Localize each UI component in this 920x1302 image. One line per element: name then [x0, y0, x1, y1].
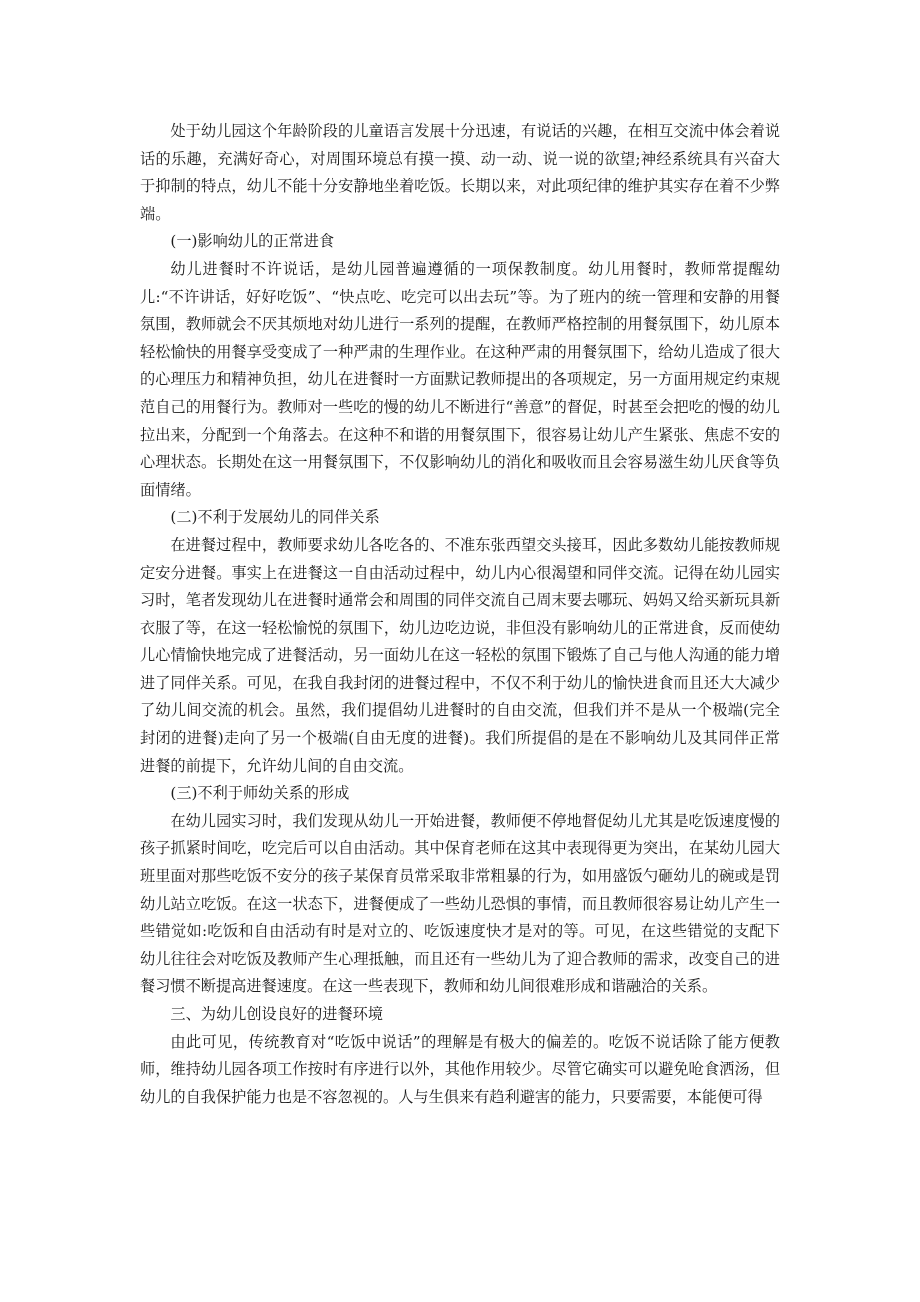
section-heading-3: (三)不利于师幼关系的形成 [170, 784, 350, 803]
paragraph-intro: 处于幼儿园这个年龄阶段的儿童语言发展十分迅速，有说话的兴趣，在相互交流中体会着说话的乐趣，充满好奇心，对周围环境总有摸一摸、动一动、说一说的欲望;神经系统具有兴奋大于抑制的特点，幼儿不能十分安静地坐着吃饭。长期以来，对此项纪律的维护其实存在着不少弊端。 [140, 122, 780, 223]
paragraph-section-2: 在进餐过程中，教师要求幼儿各吃各的、不准东张西望交头接耳，因此多数幼儿能按教师规定安分进餐。事实上在进餐这一自由活动过程中，幼儿内心很渴望和同伴交流。记得在幼儿园实习时，笔者发现幼儿在进餐时通常会和周围的同伴交流自己周末要去哪玩、妈妈又给买新玩具新衣服了等，在这一轻松愉悦的氛围下，幼儿边吃边说，非但没有影响幼儿的正常进食，反而使幼儿心情愉快地完成了进餐活动，另一面幼儿在这一轻松的氛围下锻炼了自己与他人沟通的能力增进了同伴关系。可见，在我自我封闭的进餐过程中，不仅不利于幼儿的愉快进食而且还大大减少了幼儿间交流的机会。虽然，我们提倡幼儿进餐时的自由交流，但我们并不是从一个极端(完全封闭的进餐)走向了另一个极端(自由无度的进餐)。我们所提倡的是在不影响幼儿及其同伴正常进餐的前提下，允许幼儿间的自由交流。 [140, 535, 780, 775]
paragraph-section-4: 由此可见，传统教育对“吃饭中说话”的理解是有极大的偏差的。吃饭不说话除了能方便教师，维持幼儿园各项工作按时有序进行以外，其他作用较少。尽管它确实可以避免呛食洒汤，但幼儿的自我保护能力也是不容忽视的。人与生俱来有趋利避害的能力，只要需要，本能便可得 [140, 1032, 780, 1106]
section-heading-1: (一)影响幼儿的正常进食 [170, 232, 335, 251]
paragraph-section-3: 在幼儿园实习时，我们发现从幼儿一开始进餐，教师便不停地督促幼儿尤其是吃饭速度慢的孩子抓紧时间吃，吃完后可以自由活动。其中保育老师在这其中表现得更为突出，在某幼儿园大班里面对那些吃饭不安分的孩子某保育员常采取非常粗暴的行为，如用盛饭勺砸幼儿的碗或是罚幼儿站立吃饭。在这一状态下，进餐便成了一些幼儿恐惧的事情，而且教师很容易让幼儿产生一些错觉如:吃饭和自由活动有时是对立的、吃饭速度快才是对的等。可见，在这些错觉的支配下幼儿往往会对吃饭及教师产生心理抵触，而且还有一些幼儿为了迎合教师的需求，改变自己的进餐习惯不断提高进餐速度。在这一些表现下，教师和幼儿间很难形成和谐融洽的关系。 [140, 811, 780, 996]
section-heading-2: (二)不利于发展幼儿的同伴关系 [170, 508, 380, 527]
paragraph-section-1: 幼儿进餐时不许说话，是幼儿园普遍遵循的一项保教制度。幼儿用餐时，教师常提醒幼儿:“不许讲话，好好吃饭”、“快点吃、吃完可以出去玩”等。为了班内的统一管理和安静的用餐氛围，教师就会不厌其烦地对幼儿进行一系列的提醒，在教师严格控制的用餐氛围下，幼儿原本轻松愉快的用餐享受变成了一种严肃的生理作业。在这种严肃的用餐氛围下，给幼儿造成了很大的心理压力和精神负担，幼儿在进餐时一方面默记教师提出的各项规定，另一方面用规定约束规范自己的用餐行为。教师对一些吃的慢的幼儿不断进行“善意”的督促，时甚至会把吃的慢的幼儿拉出来，分配到一个角落去。在这种不和谐的用餐氛围下，很容易让幼儿产生紧张、焦虑不安的心理状态。长期处在这一用餐氛围下，不仅影响幼儿的消化和吸收而且会容易滋生幼儿厌食等负面情绪。 [140, 259, 780, 499]
document-body [140, 118, 780, 1111]
section-heading-4: 三、为幼儿创设良好的进餐环境 [170, 1005, 384, 1023]
